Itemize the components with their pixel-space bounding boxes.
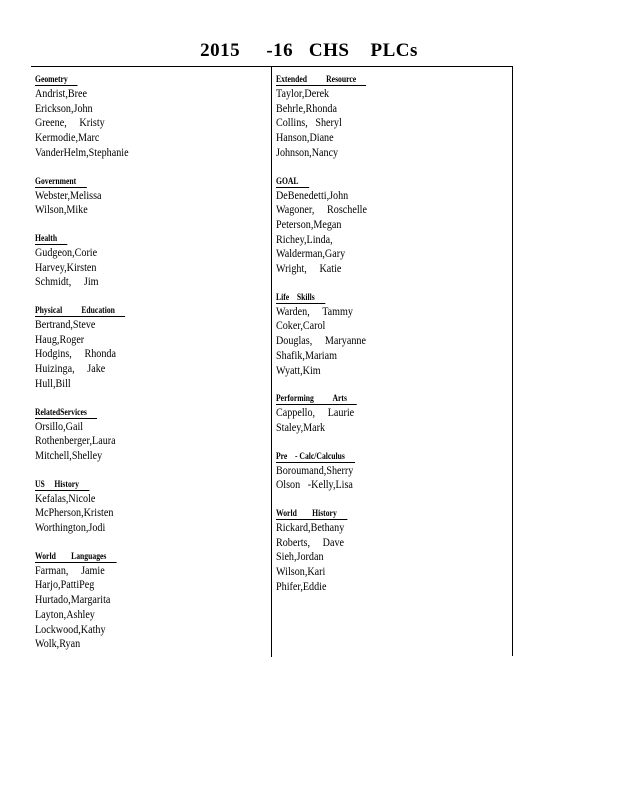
member-name: Peterson,Megan (276, 218, 342, 231)
section-heading: Physical Education (35, 304, 125, 317)
member-name: Roberts, Dave (276, 536, 345, 549)
plc-section (35, 228, 267, 290)
section-heading: Geometry (35, 73, 78, 86)
member-name: Rickard,Bethany (276, 522, 345, 535)
section-heading: World History (276, 507, 347, 520)
member-name: Taylor,Derek (276, 88, 330, 100)
member-name: Staley,Mark (276, 421, 326, 434)
member-name: Hull,Bill (35, 377, 71, 390)
member-name: Wagoner, Roschelle (276, 204, 367, 217)
left-column (35, 69, 267, 662)
plc-section (35, 300, 267, 392)
section-heading: Health (35, 232, 67, 245)
member-name: Kefalas,Nicole (35, 492, 96, 505)
member-name: Collins, Sheryl (276, 117, 342, 130)
member-name: Douglas, Maryanne (276, 335, 366, 348)
member-name: Haug,Roger (35, 333, 85, 346)
member-name: Wolk,Ryan (35, 638, 81, 651)
plc-section (276, 446, 508, 493)
member-name: Walderman,Gary (276, 248, 346, 261)
member-name: Kermodie,Marc (35, 132, 100, 145)
member-name: Rothenberger,Laura (35, 435, 116, 448)
member-name: Boroumand,Sherry (276, 464, 354, 477)
plc-section (276, 171, 508, 277)
member-name: Cappello, Laurie (276, 407, 355, 420)
member-name: Behrle,Rhonda (276, 102, 337, 115)
member-name: Olson -Kelly,Lisa (276, 479, 353, 492)
member-name: Harjo,PattiPeg (35, 579, 95, 592)
section-heading: Performing Arts (276, 392, 357, 405)
plc-section (276, 69, 508, 161)
member-name: Hurtado,Margarita (35, 594, 111, 607)
member-name: Johnson,Nancy (276, 146, 339, 159)
member-name: Harvey,Kirsten (35, 261, 97, 274)
plc-section (35, 546, 267, 652)
member-name: Greene, Kristy (35, 117, 105, 130)
member-name: Schmidt, Jim (35, 276, 99, 289)
member-name: Farman, Jamie (35, 564, 105, 577)
member-name: Bertrand,Steve (35, 319, 96, 332)
member-name: DeBenedetti,John (276, 189, 349, 202)
member-name: Worthington,Jodi (35, 522, 106, 535)
member-name: Warden, Tammy (276, 305, 353, 318)
member-name: Layton,Ashley (35, 608, 95, 621)
member-name: Wright, Katie (276, 263, 342, 276)
section-heading: Extended Resource (276, 73, 366, 86)
page-title: 2015 -16 CHS PLCs (200, 40, 418, 61)
member-name: Andrist,Bree (35, 88, 88, 100)
plc-section (35, 69, 267, 161)
right-column (276, 69, 508, 605)
section-heading: World Languages (35, 550, 117, 563)
member-name: Lockwood,Kathy (35, 623, 106, 636)
section-heading: US History (35, 478, 89, 491)
plc-section (35, 474, 267, 536)
member-name: Hodgins, Rhonda (35, 348, 116, 361)
plc-section (35, 402, 267, 464)
member-name: Mitchell,Shelley (35, 449, 103, 462)
column-divider (271, 67, 272, 657)
member-name: Orsillo,Gail (35, 420, 84, 433)
plc-section (276, 287, 508, 379)
member-name: Sieh,Jordan (276, 551, 324, 564)
member-name: Huizinga, Jake (35, 363, 106, 376)
member-name: VanderHelm,Stephanie (35, 146, 129, 159)
member-name: Gudgeon,Corie (35, 246, 98, 259)
member-name: Coker,Carol (276, 320, 326, 333)
section-heading: Government (35, 175, 86, 188)
member-name: Wyatt,Kim (276, 364, 321, 377)
member-name: Shafik,Mariam (276, 349, 337, 362)
member-name: Hanson,Diane (276, 132, 334, 145)
section-heading: Pre - Calc/Calculus (276, 450, 355, 463)
member-name: Wilson,Kari (276, 566, 326, 579)
plc-table (31, 66, 513, 656)
member-name: Phifer,Eddie (276, 580, 327, 593)
plc-section (35, 171, 267, 218)
plc-section (276, 503, 508, 595)
member-name: Wilson,Mike (35, 204, 88, 217)
member-name: Richey,Linda, (276, 233, 333, 246)
member-name: Webster,Melissa (35, 189, 102, 202)
section-heading: RelatedServices (35, 406, 97, 419)
section-heading: Life Skills (276, 291, 325, 304)
plc-section (276, 388, 508, 435)
section-heading: GOAL (276, 175, 309, 188)
member-name: McPherson,Kristen (35, 507, 114, 520)
member-name: Erickson,John (35, 102, 93, 115)
